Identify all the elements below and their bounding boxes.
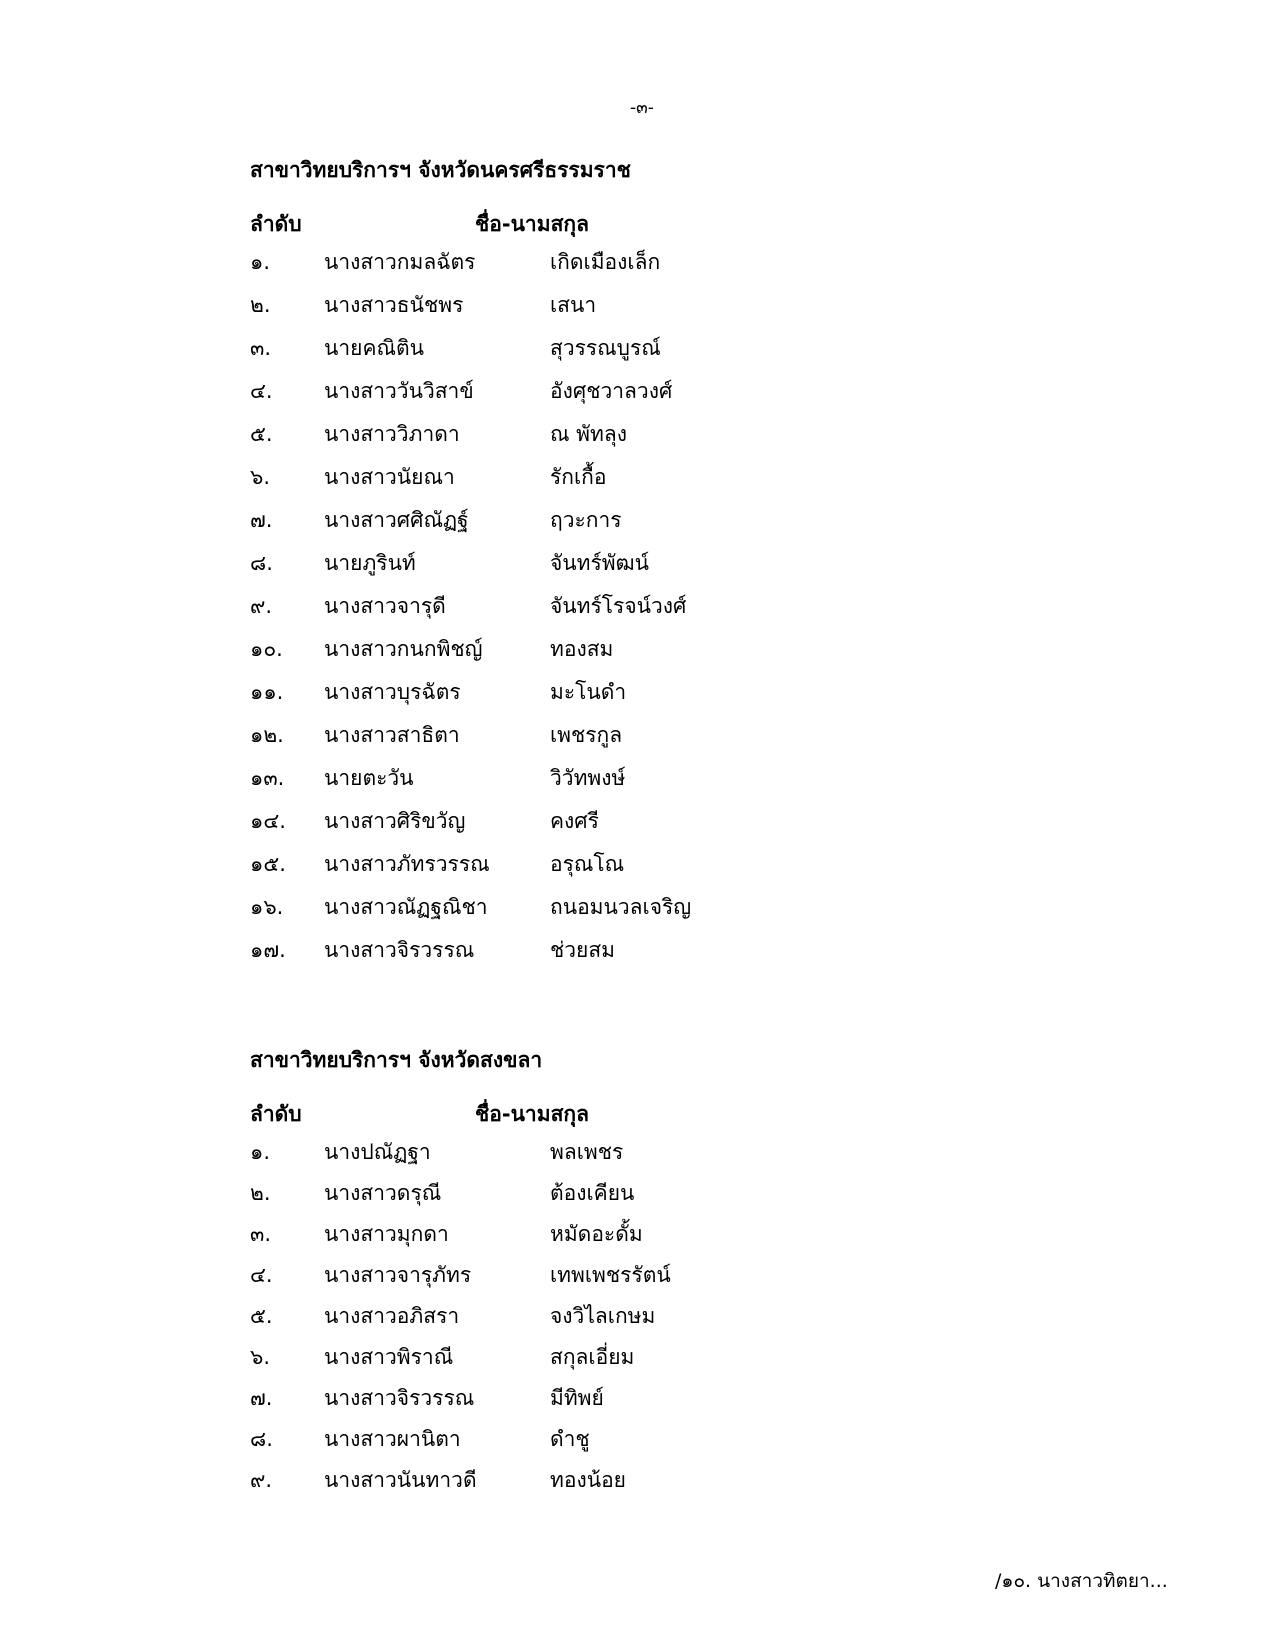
row-number: ๑๐. xyxy=(250,637,283,661)
last-name: ช่วยสม xyxy=(550,938,616,962)
name-list xyxy=(250,1129,950,1498)
row-number: ๑๖. xyxy=(250,895,284,919)
last-name: พลเพชร xyxy=(550,1140,624,1164)
last-name: จันทร์พัฒน์ xyxy=(550,551,649,575)
list-item xyxy=(250,1211,950,1252)
row-number: ๙. xyxy=(250,594,273,618)
row-number: ๑๗. xyxy=(250,938,286,962)
section-title: สาขาวิทยบริการฯ จังหวัดนครศรีธรรมราช xyxy=(250,158,631,182)
column-header-name: ชื่อ-นามสกุล xyxy=(475,212,589,236)
row-number: ๔. xyxy=(250,1263,273,1287)
row-number: ๙. xyxy=(250,1468,273,1492)
first-name: นางปณัฏฐา xyxy=(324,1140,431,1164)
row-number: ๑๔. xyxy=(250,809,286,833)
last-name: เทพเพชรรัตน์ xyxy=(550,1263,671,1287)
first-name: นางสาวศศิณัฏฐ์ xyxy=(324,508,469,532)
last-name: จงวิไลเกษม xyxy=(550,1304,656,1328)
first-name: นางสาวพิราณี xyxy=(324,1345,454,1369)
first-name: นางสาวดรุณี xyxy=(324,1181,442,1205)
row-number: ๒. xyxy=(250,1181,271,1205)
list-item xyxy=(250,1293,950,1334)
last-name: ณ พัทลุง xyxy=(550,422,627,446)
last-name: จันทร์โรจน์วงศ์ xyxy=(550,594,687,618)
continuation-note: /๑๐. นางสาวทิตยา... xyxy=(995,1570,1168,1592)
list-item xyxy=(250,583,950,626)
first-name: นางสาวอภิสรา xyxy=(324,1304,460,1328)
list-item xyxy=(250,841,950,884)
first-name: นางสาวสาธิตา xyxy=(324,723,460,747)
first-name: นางสาวณัฏฐณิชา xyxy=(324,895,488,919)
first-name: นางสาวจิรวรรณ xyxy=(324,1386,475,1410)
row-number: ๑๕. xyxy=(250,852,286,876)
first-name: นางสาวจิรวรรณ xyxy=(324,938,475,962)
first-name: นางสาวจารุภัทร xyxy=(324,1263,472,1287)
list-item xyxy=(250,798,950,841)
first-name: นางสาวภัทรวรรณ xyxy=(324,852,490,876)
list-item xyxy=(250,239,950,282)
first-name: นางสาวบุรฉัตร xyxy=(324,680,461,704)
section-songkhla xyxy=(250,1045,950,1498)
last-name: หมัดอะดั้ม xyxy=(550,1222,643,1246)
column-header-order: ลำดับ xyxy=(250,1102,302,1126)
row-number: ๗. xyxy=(250,508,273,532)
list-item xyxy=(250,927,950,970)
row-number: ๖. xyxy=(250,1345,271,1369)
first-name: นางสาวศิริขวัญ xyxy=(324,809,466,833)
list-item xyxy=(250,411,950,454)
section-title: สาขาวิทยบริการฯ จังหวัดสงขลา xyxy=(250,1048,543,1072)
first-name: นางสาวนัยณา xyxy=(324,465,455,489)
page-number: -๓- xyxy=(630,98,654,118)
list-item xyxy=(250,1457,950,1498)
list-item xyxy=(250,497,950,540)
row-number: ๖. xyxy=(250,465,271,489)
row-number: ๒. xyxy=(250,293,271,317)
last-name: คงศรี xyxy=(550,809,599,833)
list-item xyxy=(250,626,950,669)
last-name: มะโนดำ xyxy=(550,680,627,704)
row-number: ๘. xyxy=(250,551,273,575)
row-number: ๘. xyxy=(250,1427,273,1451)
list-item xyxy=(250,1129,950,1170)
last-name: ถนอมนวลเจริญ xyxy=(550,895,692,919)
last-name: สุวรรณบูรณ์ xyxy=(550,336,661,360)
first-name: นายคณิติน xyxy=(324,336,424,360)
list-item xyxy=(250,282,950,325)
row-number: ๑. xyxy=(250,250,271,274)
column-header-order: ลำดับ xyxy=(250,212,302,236)
list-item xyxy=(250,755,950,798)
row-number: ๑. xyxy=(250,1140,271,1164)
column-header-row xyxy=(250,209,950,239)
list-item xyxy=(250,1334,950,1375)
last-name: ฤวะการ xyxy=(550,508,622,532)
list-item xyxy=(250,669,950,712)
name-list xyxy=(250,239,950,970)
row-number: ๑๒. xyxy=(250,723,284,747)
list-item xyxy=(250,325,950,368)
row-number: ๕. xyxy=(250,1304,273,1328)
last-name: อรุณโณ xyxy=(550,852,625,876)
list-item xyxy=(250,1375,950,1416)
list-item xyxy=(250,540,950,583)
last-name: เสนา xyxy=(550,293,597,317)
row-number: ๗. xyxy=(250,1386,273,1410)
last-name: รักเกื้อ xyxy=(550,465,607,489)
row-number: ๔. xyxy=(250,379,273,403)
column-header-name: ชื่อ-นามสกุล xyxy=(475,1102,589,1126)
last-name: มีทิพย์ xyxy=(550,1386,604,1410)
first-name: นายตะวัน xyxy=(324,766,414,790)
section-nakhon-si-thammarat xyxy=(250,155,950,970)
last-name: สกุลเอี่ยม xyxy=(550,1345,635,1369)
last-name: ดำชู xyxy=(550,1427,590,1451)
first-name: นางสาวมุกดา xyxy=(324,1222,449,1246)
list-item xyxy=(250,712,950,755)
list-item xyxy=(250,1416,950,1457)
last-name: ทองน้อย xyxy=(550,1468,626,1492)
last-name: อังศุชวาลวงศ์ xyxy=(550,379,673,403)
last-name: ทองสม xyxy=(550,637,614,661)
row-number: ๓. xyxy=(250,336,272,360)
first-name: นางสาวผานิตา xyxy=(324,1427,461,1451)
row-number: ๑๑. xyxy=(250,680,284,704)
list-item xyxy=(250,368,950,411)
last-name: เพชรกูล xyxy=(550,723,623,747)
first-name: นางสาวนันทาวดี xyxy=(324,1468,477,1492)
first-name: นางสาวจารุดี xyxy=(324,594,446,618)
first-name: นางสาวธนัชพร xyxy=(324,293,464,317)
row-number: ๕. xyxy=(250,422,273,446)
row-number: ๑๓. xyxy=(250,766,285,790)
last-name: เกิดเมืองเล็ก xyxy=(550,250,661,274)
row-number: ๓. xyxy=(250,1222,272,1246)
list-item xyxy=(250,1252,950,1293)
list-item xyxy=(250,1170,950,1211)
last-name: วิวัทพงษ์ xyxy=(550,766,626,790)
first-name: นางสาวกนกพิชญ์ xyxy=(324,637,483,661)
column-header-row xyxy=(250,1099,950,1129)
first-name: นางสาวกมลฉัตร xyxy=(324,250,476,274)
first-name: นางสาววิภาดา xyxy=(324,422,460,446)
list-item xyxy=(250,454,950,497)
last-name: ต้องเคียน xyxy=(550,1181,635,1205)
first-name: นายภูรินท์ xyxy=(324,551,416,575)
first-name: นางสาววันวิสาข์ xyxy=(324,379,474,403)
list-item xyxy=(250,884,950,927)
